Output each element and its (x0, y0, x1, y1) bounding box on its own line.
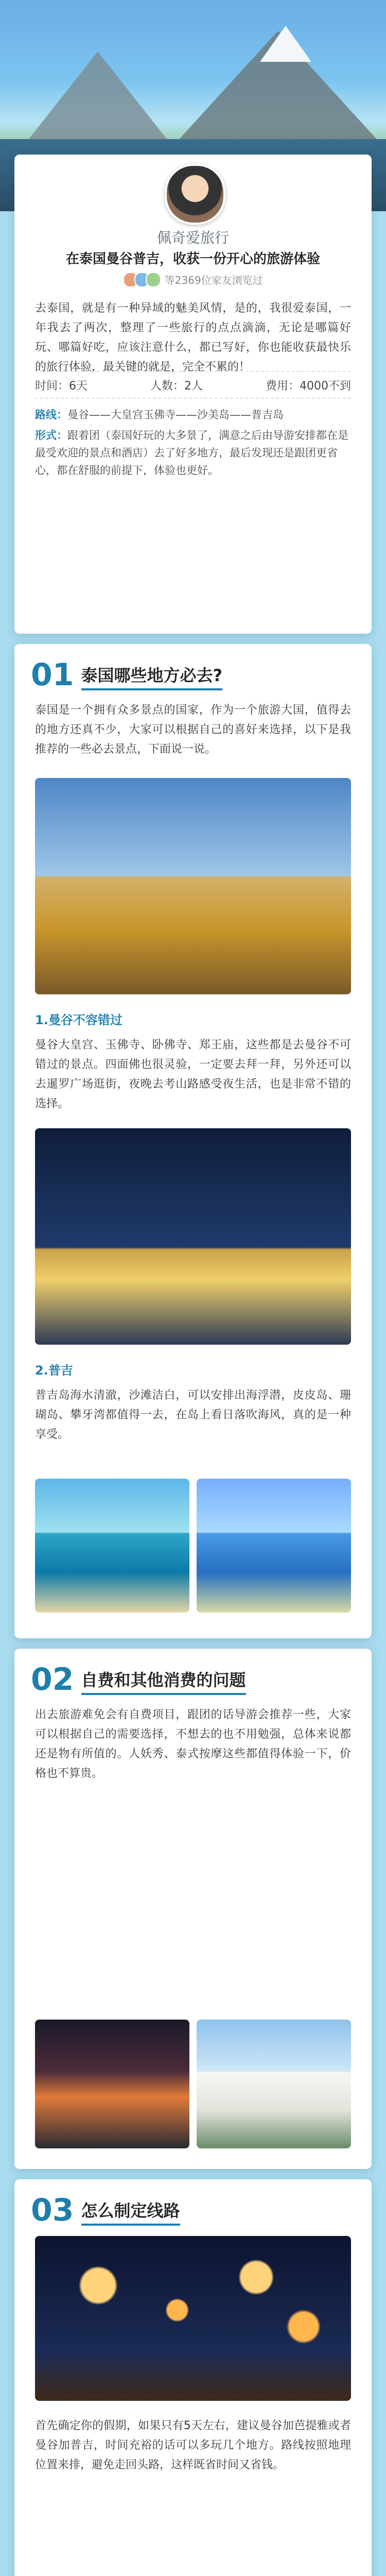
intro-card (14, 155, 372, 634)
avatar[interactable] (165, 164, 225, 225)
route-info (35, 406, 351, 479)
night-temple-photo[interactable] (35, 1128, 351, 1345)
boat-photo[interactable] (197, 1479, 351, 1613)
trip-people: 人数：2人 (150, 379, 203, 393)
subheading-text: 普吉岛海水清澈，沙滩洁白，可以安排出海浮潜，皮皮岛、珊瑚岛、攀牙湾都值得一去，在岛上看日落吹海风，真的是一种享受。 (35, 1389, 351, 1441)
route-value: 曼谷——大皇宫玉佛寺——沙美岛——普吉岛 (67, 409, 284, 421)
trip-cost: 费用：4000不到 (266, 379, 351, 393)
trip-time: 时间：6天 (35, 379, 87, 393)
subheading: 1.曼谷不容错过 (35, 1013, 122, 1027)
intro-paragraph: 去泰国，就是有一种异域的魅美风情，是的，我很爱泰国，一年我去了两次，整理了一些旅行的点点滴滴，无论是哪篇好玩、哪篇好吃，应该注意什么，都已写好，你也能收获最快乐的旅行体验，最关键的就是，完全不累的！ (35, 302, 351, 374)
section-title: 泰国哪些地方必去? (81, 663, 223, 690)
section-paragraph: 出去旅游难免会有自费项目，跟团的话导游会推荐一些，大家可以根据自己的需要选择，不想去的也不用勉强，总体来说都还是物有所值的。人妖秀、泰式按摩这些都值得体验一下，价格也不算贵。 (35, 1708, 351, 1780)
street-photo[interactable] (35, 2020, 189, 2148)
subheading-text: 曼谷大皇宫、玉佛寺、卧佛寺、郑王庙，这些都是去曼谷不可错过的景点。四面佛也很灵验，一定要去拜一拜，另外还可以去暹罗广场逛街，夜晚去考山路感受夜生活，也是非常不错的选择。 (35, 1039, 351, 1110)
section-02 (14, 1649, 372, 2169)
white-temple-photo[interactable] (197, 2020, 351, 2148)
author-name[interactable]: 佩奇爱旅行 (156, 229, 229, 246)
trip-meta (35, 371, 351, 399)
subheading: 2.普吉 (35, 1363, 73, 1378)
form-value: 跟着团（泰国好玩的大多景了，满意之后由导游安排都在是最受欢迎的景点和酒店）去了好多地方，最后发现还是跟团更省心，都在舒服的前提下，体验也更好。 (35, 429, 348, 477)
section-03 (14, 2179, 372, 2576)
section-paragraph: 泰国是一个拥有众多景点的国家，作为一个旅游大国，值得去的地方还真不少，大家可以根据自己的喜好来选择，以下是我推荐的一些必去景点，下面说一说。 (35, 704, 351, 756)
viewer-count (14, 272, 372, 290)
section-number: 02 (31, 1662, 74, 1698)
section-number: 01 (31, 657, 74, 693)
form-label: 形式： (35, 429, 67, 442)
route-label: 路线： (35, 409, 67, 421)
section-paragraph: 首先确定你的假期，如果只有5天左右，建议曼谷加芭提雅或者曼谷加普吉，时间充裕的话可以多玩几个地方。路线按照地理位置来排，避免走回头路，这样既省时间又省钱。 (35, 2419, 351, 2471)
section-title: 自费和其他消费的问题 (81, 1667, 246, 1695)
viewer-count-text: 等2369位家友浏览过 (164, 274, 263, 286)
section-number: 03 (31, 2192, 74, 2228)
page-title: 在泰国曼谷普吉，收获一份开心的旅游体验 (65, 251, 320, 267)
viewer-avatars (123, 272, 157, 290)
beach-photo[interactable] (35, 1479, 189, 1613)
section-01 (14, 644, 372, 1638)
temple-photo[interactable] (35, 778, 351, 994)
lantern-photo[interactable] (35, 2236, 351, 2401)
section-title: 怎么制定线路 (81, 2198, 180, 2226)
